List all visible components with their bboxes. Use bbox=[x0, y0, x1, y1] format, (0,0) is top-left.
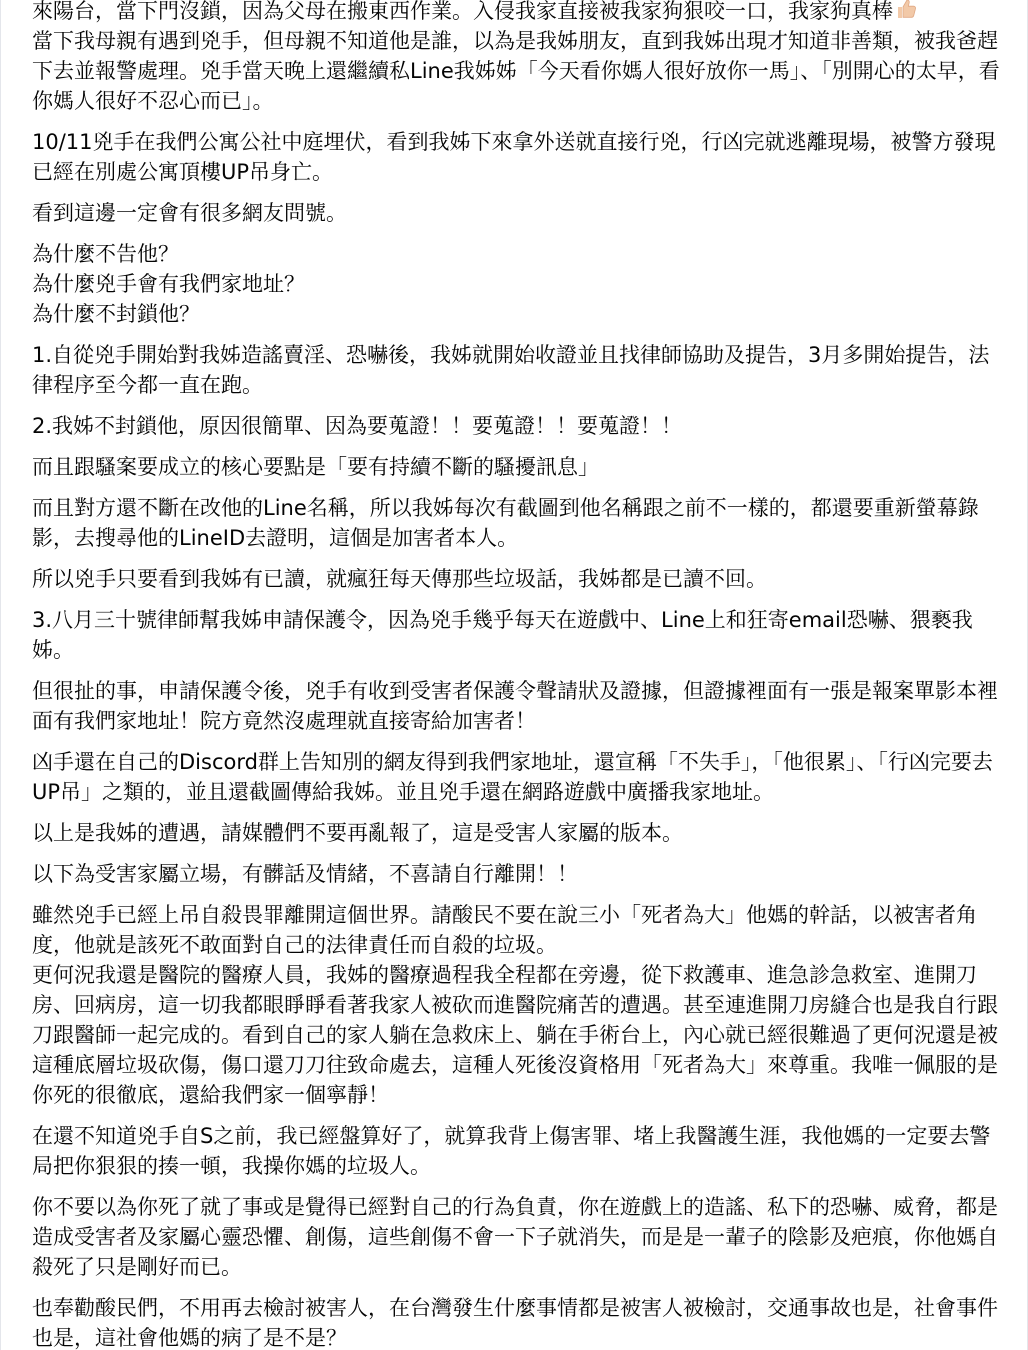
paragraph-advice: 也奉勸酸民們，不用再去檢討被害人，在台灣發生什麼事情都是被害人被檢討，交通事故也是，社會事件也是，這社會他媽的病了是不是？ bbox=[32, 1296, 998, 1350]
paragraph-point-1: 1.自從兇手開始對我姊造謠賣淫、恐嚇後，我姊就開始收證並且找律師協助及提告，3月多開始提告，法律程序至今都一直在跑。 bbox=[32, 343, 990, 397]
paragraph-medical: 更何況我還是醫院的醫療人員，我姊的醫療過程我全程都在旁邊，從下救護車、進急診急救室、進開刀房、回病房，這一切我都眼睜睜看著我家人被砍而進醫院痛苦的遭遇。甚至連進開刀房縫合也是我自行跟刀跟醫師一起完成的。看到自己的家人躺在急救床上、躺在手術台上，內心就已經很難過了更何況還是被這種底層垃圾砍傷，傷口還刀刀往致命處去，這種人死後沒資格用「死者為大」來尊重。我唯一佩服的是你死的很徹底，還給我們家一個寧靜！ bbox=[32, 963, 998, 1107]
paragraph-questions-intro: 看到這邊一定會有很多網友問號。 bbox=[32, 201, 347, 225]
paragraph-trauma: 你不要以為你死了就了事或是覺得已經對自己的行為負責，你在遊戲上的造謠、私下的恐嚇、威脅，都是造成受害者及家屬心靈恐懼、創傷，這些創傷不會一下子就消失，而是是一輩子的陰影及疤痕，你他媽自殺死了只是剛好而已。 bbox=[32, 1195, 998, 1279]
paragraph-line-name: 而且對方還不斷在改他的Line名稱，所以我姊每次有截圖到他名稱跟之前不一樣的，都還要重新螢幕錄影，去搜尋他的LineID去證明，這個是加害者本人。 bbox=[32, 496, 979, 550]
paragraph-core-point: 而且跟騷案要成立的核心要點是「要有持續不斷的騷擾訊息」 bbox=[32, 455, 599, 479]
paragraph-attack: 10/11兇手在我們公寓公社中庭埋伏，看到我姊下來拿外送就直接行兇，行凶完就逃離現場，被警方發現已經在別處公寓頂樓UP吊身亡。 bbox=[32, 130, 996, 184]
paragraph-read-no-reply: 所以兇手只要看到我姊有已讀，就瘋狂每天傳那些垃圾話，我姊都是已讀不回。 bbox=[32, 567, 767, 591]
paragraph-point-3: 3.八月三十號律師幫我姊申請保護令，因為兇手幾乎每天在遊戲中、Line上和狂寄email恐嚇、猥褻我姊。 bbox=[32, 608, 973, 662]
paragraph-summary: 以上是我姊的遭遇，請媒體們不要再亂報了，這是受害人家屬的版本。 bbox=[32, 821, 683, 845]
paragraph-discord: 凶手還在自己的Discord群上告知別的網友得到我們家地址，還宣稱「不失手」，「他很累」、「行凶完要去UP吊」之類的，並且還截圖傳給我姊。並且兇手還在網路遊戲中廣播我家地址。 bbox=[32, 750, 993, 804]
paragraph-warning: 以下為受害家屬立場，有髒話及情緒，不喜請自行離開！！ bbox=[32, 862, 578, 886]
paragraph-point-2: 2.我姊不封鎖他，原因很簡單、因為要蒐證！！要蒐證！！要蒐證！！ bbox=[32, 414, 683, 438]
paragraph-intrusion-text: 來陽台，當下門沒鎖，因為父母在搬東西作業。入侵我家直接被我家狗狠咬一口，我家狗真棒 當下我母親有遇到兇手，但母親不知道他是誰，以為是我姊朋友，直到我姊出現才知道非善類，被我爸趕下去並報警處理。兇手當天晚上還繼續私Line我姊姊「今天看你媽人很好放你一馬」、「別開心的太早，看你媽人很好不忍心而已」。 bbox=[32, 0, 1000, 113]
paragraph-suicide: 雖然兇手已經上吊自殺畏罪離開這個世界。請酸民不要在說三小「死者為大」他媽的幹話，以被害者角度，他就是該死不敢面對自己的法律責任而自殺的垃圾。 bbox=[32, 903, 977, 957]
post-text bbox=[32, 0, 1008, 1350]
paragraph-questions: 為什麼不告他？ 為什麼兇手會有我們家地址？ 為什麼不封鎖他？ bbox=[32, 242, 305, 326]
paragraph-address-leak: 但很扯的事，申請保護令後，兇手有收到受害者保護令聲請狀及證據，但證據裡面有一張是報案單影本裡面有我們家地址！院方竟然沒處理就直接寄給加害者！ bbox=[32, 679, 998, 733]
paragraph-intrusion bbox=[32, 0, 1008, 116]
thumbs-up-emoji-icon bbox=[895, 0, 919, 21]
paragraph-anger: 在還不知道兇手自S之前，我已經盤算好了，就算我背上傷害罪、堵上我醫護生涯，我他媽的一定要去警局把你狠狠的揍一頓，我操你媽的垃圾人。 bbox=[32, 1124, 991, 1178]
